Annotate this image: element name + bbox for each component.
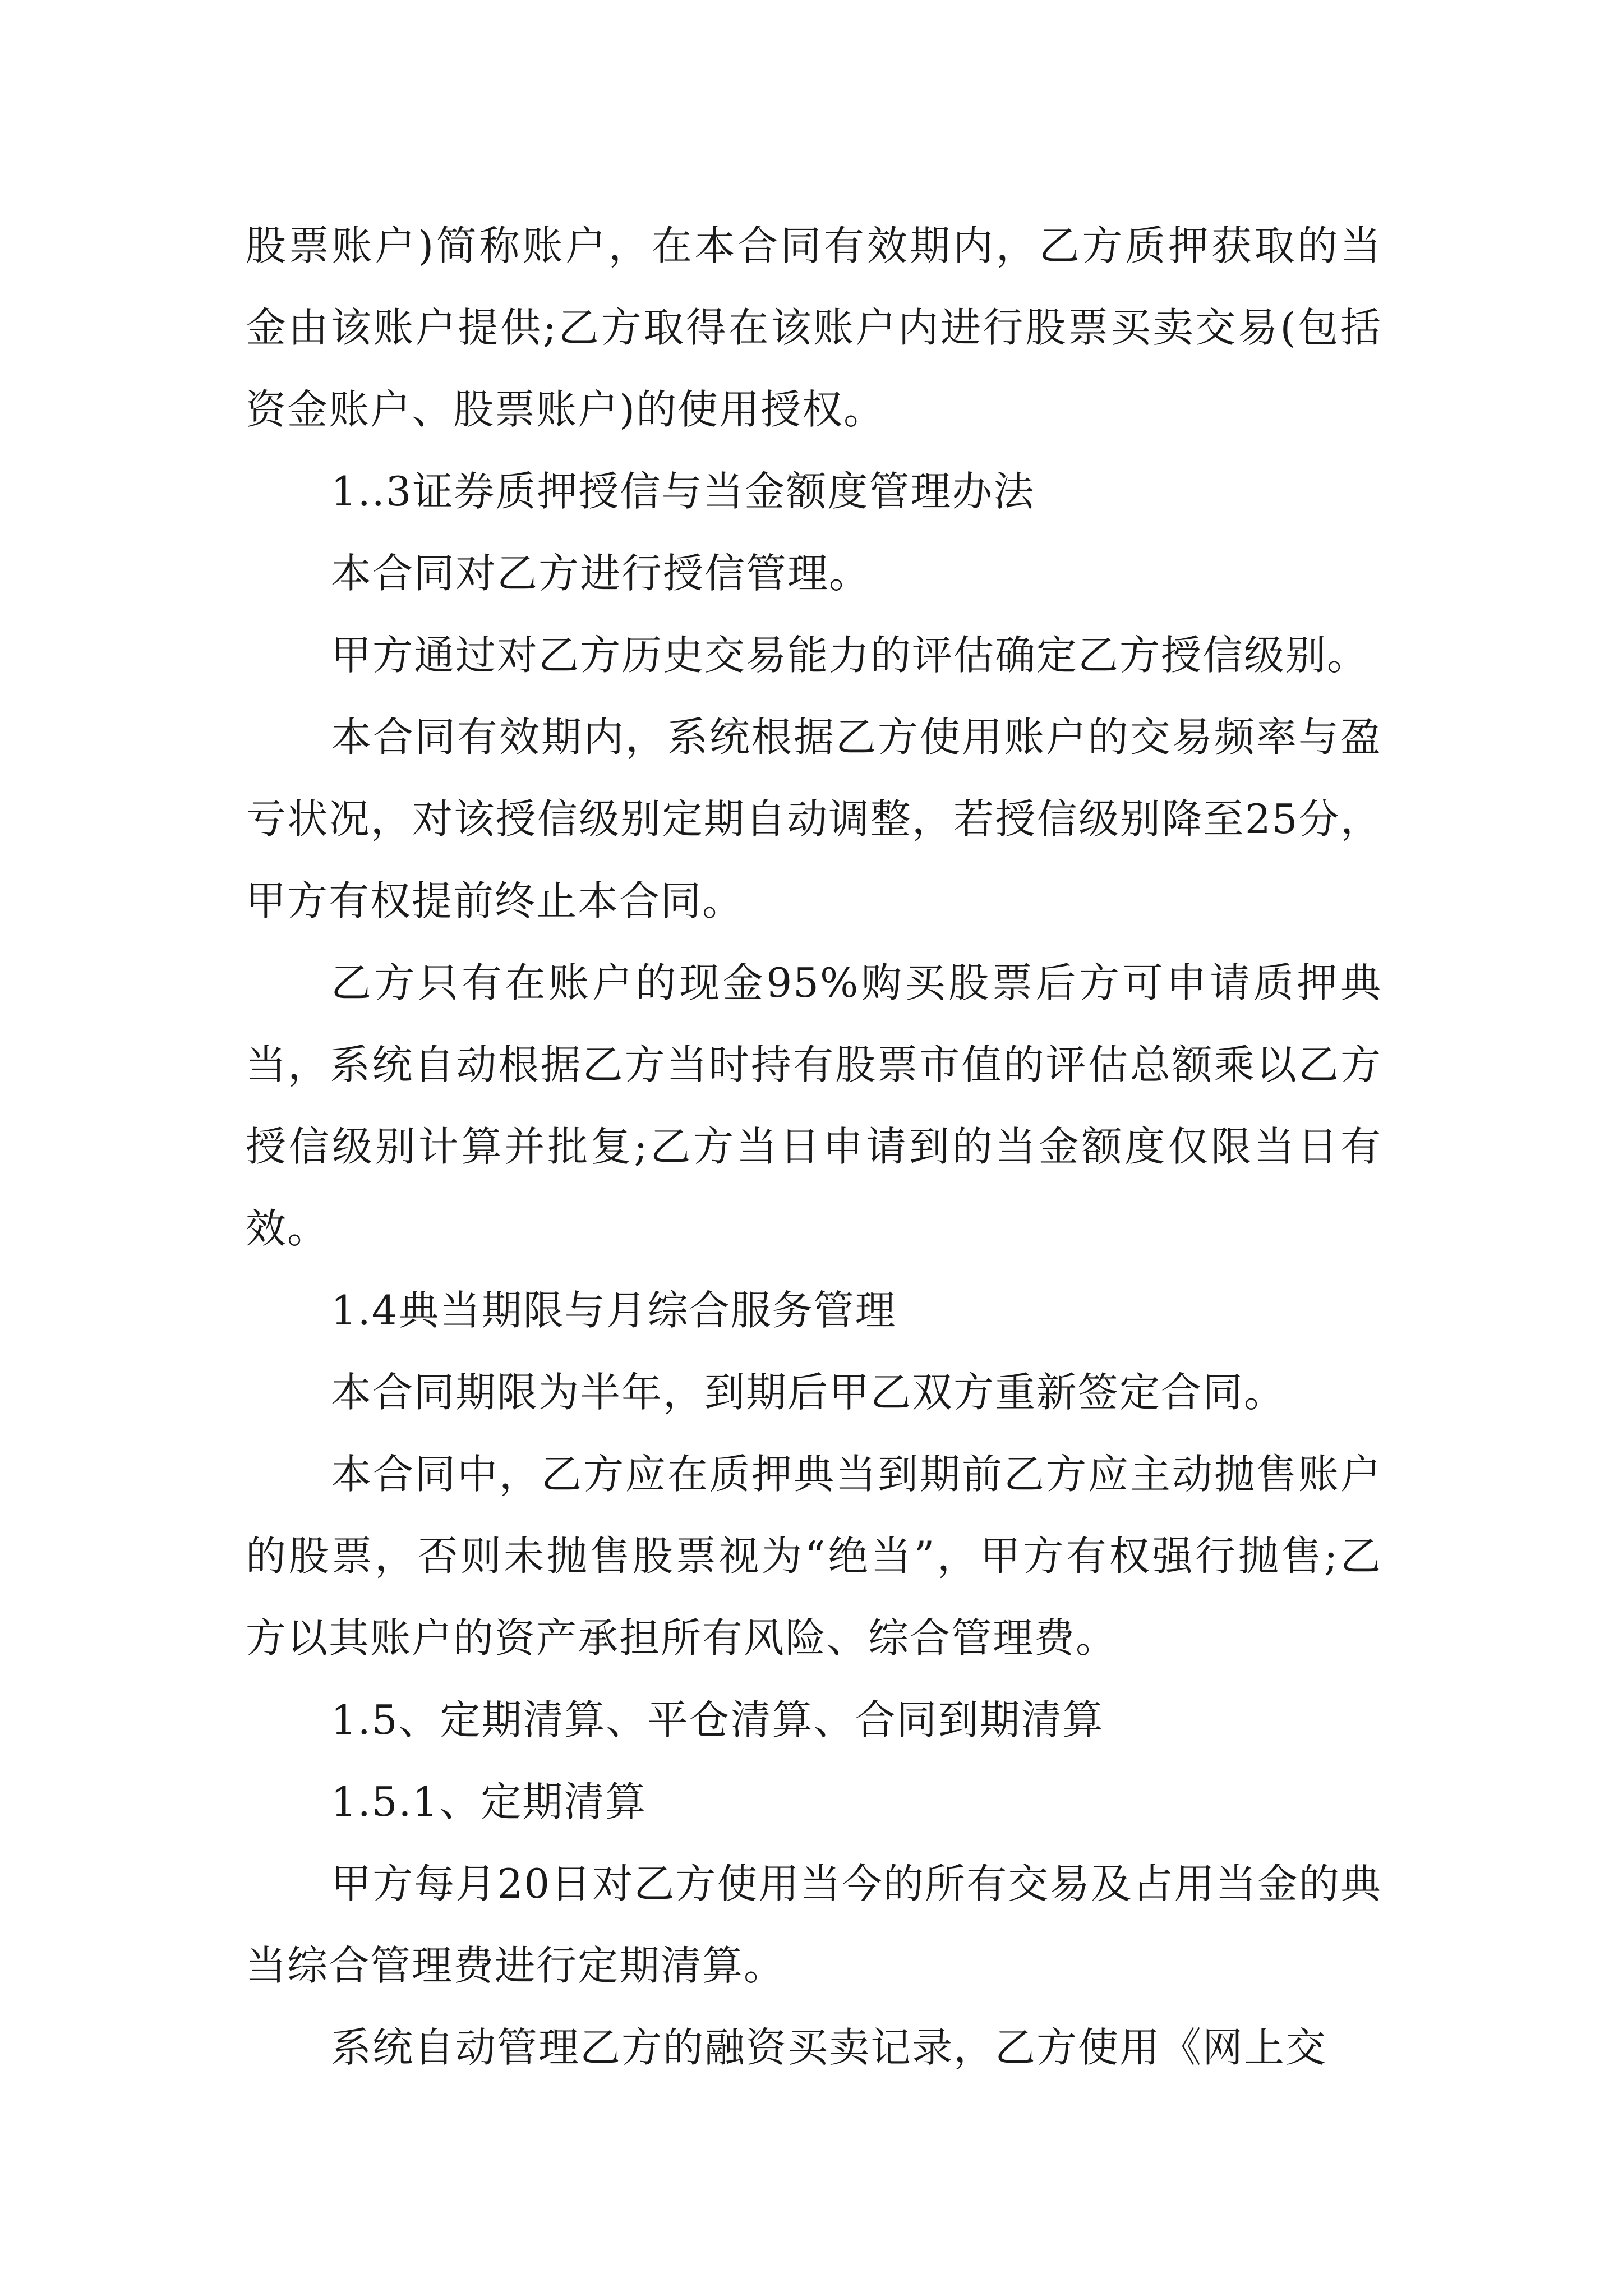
paragraph-monthly-settlement: 甲方每月20日对乙方使用当今的所有交易及占用当金的典当综合管理费进行定期清算。 xyxy=(246,1860,1382,1989)
paragraph-account-authorization: 股票账户)简称账户，在本合同有效期内，乙方质押获取的当金由该账户提供;乙方取得在该账户内进行股票买卖交易(包括资金账户、股票账户)的使用授权。 xyxy=(246,222,1382,433)
document-body xyxy=(246,205,1382,2088)
heading-periodic-settlement: 1.5.1、定期清算 xyxy=(331,1778,647,1825)
heading-credit-management: 1..3证券质押授信与当金额度管理办法 xyxy=(331,468,1035,515)
paragraph-pledge-application: 乙方只有在账户的现金95%购买股票后方可申请质押典当，系统自动根据乙方当时持有股票市值的评估总额乘以乙方授信级别计算并批复;乙方当日申请到的当金额度仅限当日有效。 xyxy=(246,959,1382,1252)
paragraph-credit-adjustment: 本合同有效期内，系统根据乙方使用账户的交易频率与盈亏状况，对该授信级别定期自动调整，若授信级别降至25分，甲方有权提前终止本合同。 xyxy=(246,714,1382,924)
paragraph-system-records: 系统自动管理乙方的融资买卖记录，乙方使用《网上交 xyxy=(331,2024,1327,2071)
paragraph-contract-term: 本合同期限为半年，到期后甲乙双方重新签定合同。 xyxy=(331,1369,1286,1416)
paragraph-stock-sale: 本合同中，乙方应在质押典当到期前乙方应主动抛售账户的股票，否则未抛售股票视为“绝当”，甲方有权强行抛售;乙方以其账户的资产承担所有风险、综合管理费。 xyxy=(246,1451,1382,1662)
paragraph-credit-statement: 本合同对乙方进行授信管理。 xyxy=(331,550,871,597)
paragraph-credit-level: 甲方通过对乙方历史交易能力的评估确定乙方授信级别。 xyxy=(331,632,1369,679)
heading-settlement: 1.5、定期清算、平仓清算、合同到期清算 xyxy=(331,1696,1104,1743)
heading-term-management: 1.4典当期限与月综合服务管理 xyxy=(331,1287,897,1334)
